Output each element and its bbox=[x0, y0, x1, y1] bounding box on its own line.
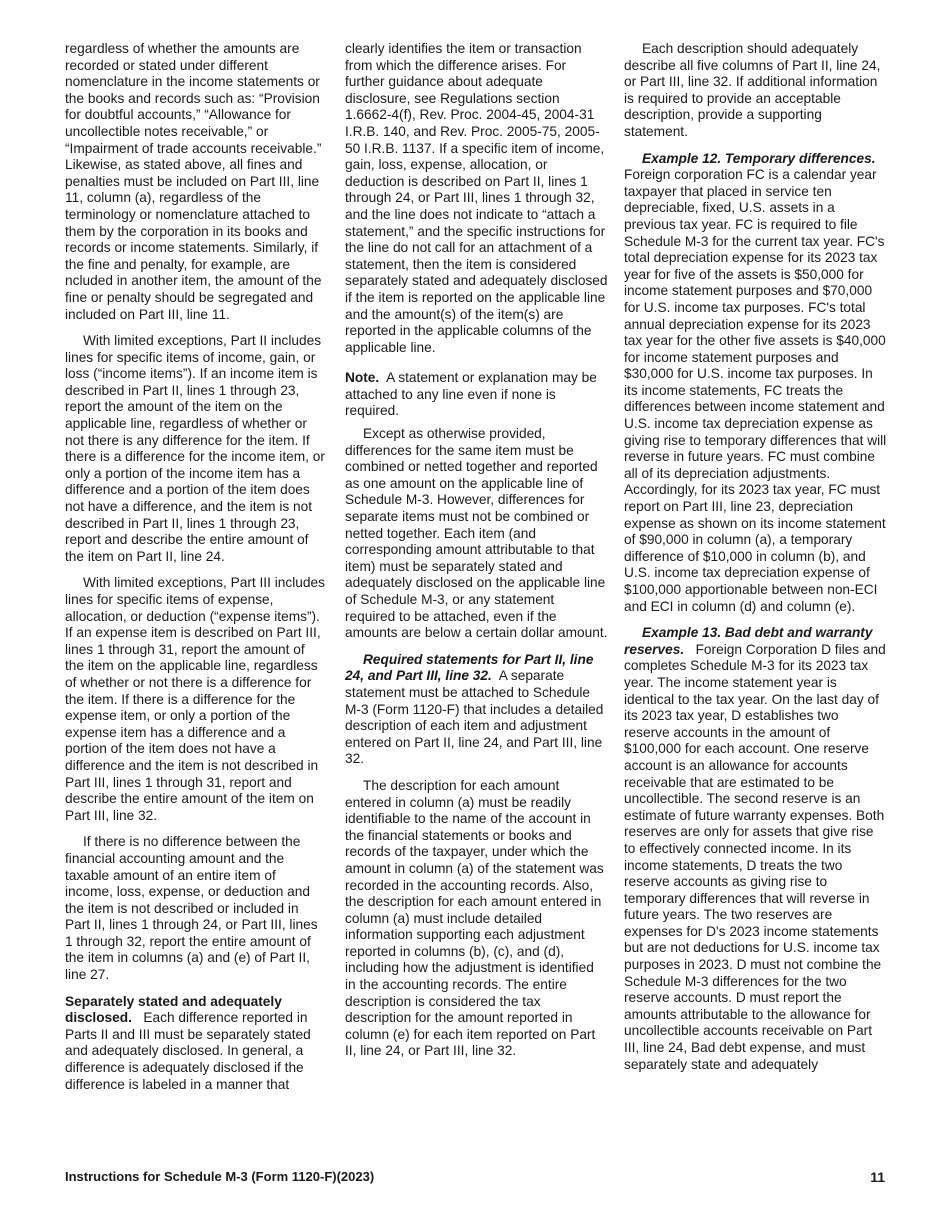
paragraph: Except as otherwise provided, differences for the same item must be combined or netted together and reported as one amount on the applicable line of Schedule M-3. However, differences for separate items must not be combined or netted together. Each item (and corresponding amount attributable to that item) must be separately stated and adequately disclosed on the applicable line of Schedule M-3, or any statement required to be attached, even if the amounts are below a certain dollar amount. bbox=[345, 426, 608, 641]
example-13 bbox=[624, 625, 887, 1073]
paragraph: If there is no difference between the financial accounting amount and the taxable amount of an entire item of income, loss, expense, or deduction and the item is not described or included in Part II, lines 1 through 24, or Part III, lines 1 through 32, report the entire amount of the item in columns (a) and (e) of Part II, line 27. bbox=[65, 834, 318, 983]
page-number: 11 bbox=[870, 1169, 885, 1185]
column-2 bbox=[345, 41, 608, 1070]
paragraph: With limited exceptions, Part III includes lines for specific items of expense, allocation, or deduction (“expense items”). If an expense item is described on Part III, lines 1 through 31, report the amount of the item on the applicable line, regardless of whether or not there is a difference for the item. If there is a difference for the expense item, or only a portion of the expense item has a difference and a portion of the item does not have a difference and the item is not described in Part III, lines 1 through 31, report and describe the entire amount of the item on Part III, line 32. bbox=[65, 575, 325, 823]
footer-title: Instructions for Schedule M-3 (Form 1120-F)(2023) bbox=[65, 1169, 375, 1184]
note bbox=[345, 370, 608, 420]
subheading: Required statements for Part II, line 24, and Part III, line 32. bbox=[345, 651, 594, 684]
example-body: Foreign corporation FC is a calendar year taxpayer that placed in service ten depreciable, fixed, U.S. assets in a previous tax year. FC is required to file Schedule M-3 for the current tax year. FC's total depreciation expense for its 2023 tax year for five of the assets is $50,000 for income statement purposes and $70,000 for U.S. income tax purposes. FC's total annual depreciation expense for its 2023 tax year for the other five assets is $40,000 for income statement purposes and $30,000 for U.S. income tax purposes. In its income statements, FC treats the differences between income statement and U.S. income tax depreciation expense as giving rise to temporary differences that will reverse in future years. FC must combine all of its depreciation adjustments. Accordingly, for its 2023 tax year, FC must report on Part III, line 23, depreciation expense as shown on its income statement of $90,000 in column (a), a temporary difference of $10,000 in column (b), and U.S. income tax depreciation expense of $100,000 apportionable between non-ECI and ECI in column (d) and column (e). bbox=[624, 167, 887, 614]
paragraph: clearly identifies the item or transaction from which the difference arises. For further guidance about adequate disclosure, see Regulations section 1.6662-4(f), Rev. Proc. 2004-45, 2004-31 I.R.B. 140, and Rev. Proc. 2005-75, 2005-50 I.R.B. 1137. If a specific item of income, gain, loss, expense, allocation, or deduction is described on Part II, lines 1 through 24, or Part III, lines 1 through 32, and the line does not indicate to “attach a statement,” and the specific instructions for the line do not call for an attachment of a statement, then the item is considered separately stated and adequately disclosed if the item is reported on the applicable line and the amount(s) of the item(s) are reported in the applicable columns of the applicable line. bbox=[345, 41, 608, 355]
column-3 bbox=[624, 41, 887, 1083]
note-body: A statement or explanation may be attached to any line even if none is required. bbox=[345, 370, 597, 419]
paragraph: Each description should adequately describe all five columns of Part II, line 24, or Part III, line 32. If additional information is required to provide an acceptable description, provide a supporting statement. bbox=[624, 41, 881, 139]
paragraph-body: Each difference reported in Parts II and III must be separately stated and adequately disclosed. In general, a difference is adequately disclosed if the difference is labeled in a manner that bbox=[65, 1010, 311, 1092]
example-body: Foreign Corporation D files and completes Schedule M-3 for its 2023 tax year. The income statement year is identical to the tax year. On the last day of its 2023 tax year, D establishes two reserve accounts in the amount of $100,000 for each account. One reserve account is an allowance for accounts receivable that are estimated to be uncollectible. The second reserve is an estimate of future warranty expenses. Both reserves are only for assets that give rise to effectively connected income. In its income statements, D treats the two reserve accounts as giving rise to temporary differences that will reverse in future years. The two reserves are expenses for D's 2023 income statements but are not deductions for U.S. income tax purposes in 2023. D must not combine the Schedule M-3 differences for the two reserve accounts. D must report the amounts attributable to the allowance for uncollectible accounts receivable on Part III, line 24, Bad debt expense, and must separately state and adequately bbox=[624, 641, 886, 1072]
paragraph: With limited exceptions, Part II includes lines for specific items of income, gain, or loss (“income items”). If an income item is described in Part II, lines 1 through 23, report the amount of the item on the applicable line, regardless of whether or not there is any difference for the item. If there is a difference for the income item, or only a portion of the income item has a difference and a portion of the item does not have a difference, and the item is not described in Part II, lines 1 through 23, report and describe the entire amount of the item on Part II, line 24. bbox=[65, 333, 325, 564]
example-12 bbox=[624, 151, 887, 616]
paragraph-body: A separate statement must be attached to Schedule M-3 (Form 1120-F) that includes a detailed description of each item and adjustment entered on Part II, line 24, and Part III, line 32. bbox=[345, 668, 604, 767]
example-heading: Example 12. Temporary differences. bbox=[642, 150, 876, 166]
paragraph: The description for each amount entered in column (a) must be readily identifiable to the name of the account in the financial statements or books and records of the taxpayer, under which the amount in column (a) of the statement was recorded in the accounting records. Also, the description for each amount entered in column (a) must include detailed information supporting each adjustment reported in columns (b), (c), and (d), including how the adjustment is identified in the accounting records. The entire description is considered the tax description for the amount reported in column (e) for each item reported on Part II, line 24, or Part III, line 32. bbox=[345, 777, 604, 1059]
paragraph bbox=[345, 652, 608, 768]
section-heading: Separately stated and adequately disclosed. bbox=[65, 993, 282, 1026]
paragraph bbox=[65, 994, 327, 1094]
paragraph: regardless of whether the amounts are recorded or stated under different nomenclature in the income statements or the books and records such as: “Provision for doubtful accounts,” “Allowance for uncollectible notes receivable,” or “Impairment of trade accounts receivable.” Likewise, as stated above, all fines and penalties must be included on Part III, line 11, column (a), regardless of the terminology or nomenclature attached to them by the corporation in its books and records or income statements. Similarly, if the fine and penalty, for example, are ncluded in another item, the amount of the fine or penalty should be segregated and included on Part III, line 11. bbox=[65, 41, 322, 322]
example-heading: Example 13. Bad debt and warranty reserves. bbox=[624, 625, 873, 657]
column-1 bbox=[65, 41, 327, 1103]
note-label: Note. bbox=[345, 370, 380, 386]
